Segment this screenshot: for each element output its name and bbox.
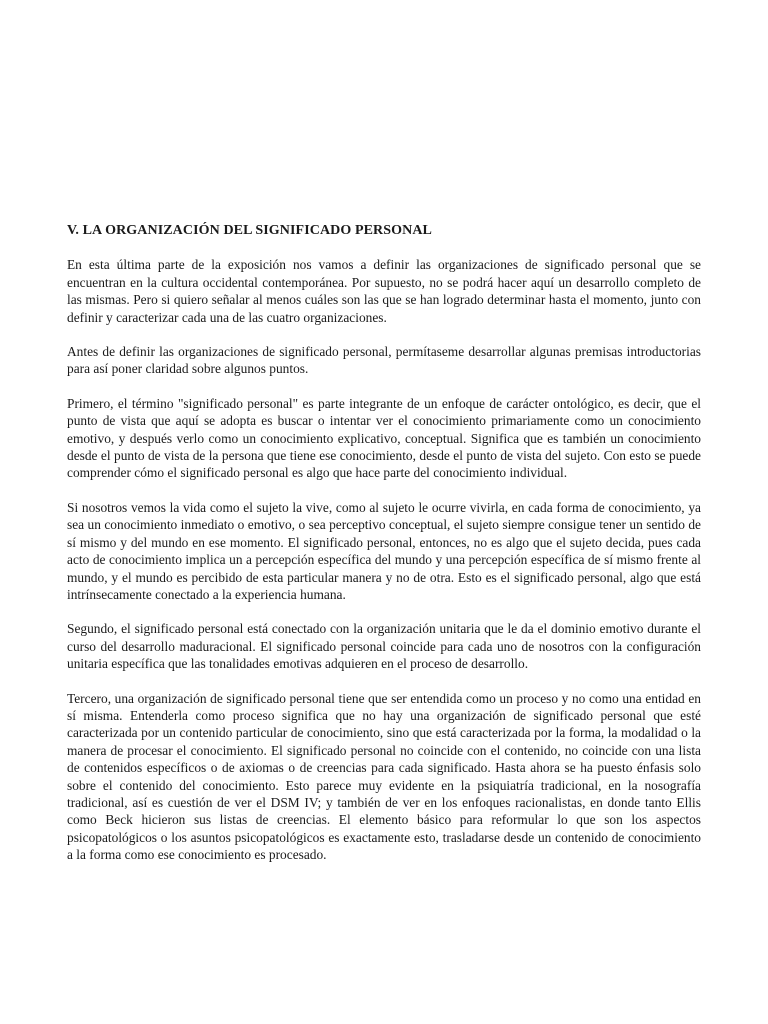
- paragraph-intro: En esta última parte de la exposición nos vamos a definir las organizaciones de significado personal que se encuentran en la cultura occidental contemporánea. Por supuesto, no se podrá hacer aquí un desarrollo completo de las mismas. Pero si quiero señalar al menos cuáles son las que se han logrado determinar hasta el momento, junto con definir y caracterizar cada una de las cuatro organizaciones.: [67, 257, 701, 325]
- document-body: [67, 222, 701, 881]
- paragraph-life-view: Si nosotros vemos la vida como el sujeto la vive, como al sujeto le ocurre vivirla, en cada forma de conocimiento, ya sea un conocimiento inmediato o emotivo, o sea perceptivo conceptual, el sujeto siempre consigue tener un sentido de sí mismo y del mundo en ese momento. El significado personal, entonces, no es algo que el sujeto decida, pues cada acto de conocimiento implica un a percepción específica del mundo y una percepción específica de sí mismo frente al mundo, y el mundo es percibido de esta particular manera y no de otra. Esto es el significado personal, algo que está intrínsecamente conectado a la experiencia humana.: [67, 499, 701, 602]
- section-heading: V. LA ORGANIZACIÓN DEL SIGNIFICADO PERSONAL: [67, 223, 432, 238]
- paragraph-third: Tercero, una organización de significado personal tiene que ser entendida como un proceso y no como una entidad en sí misma. Entenderla como proceso significa que no hay una organización de significado personal que esté caracterizada por un contenido particular de conocimiento, sino que está caracterizada por la forma, la modalidad o la manera de procesar el conocimiento. El significado personal no coincide con el contenido, no coincide con una lista de contenidos específicos o de axiomas o de creencias para cada significado. Hasta ahora se ha puesto énfasis solo sobre el contenido del conocimiento. Esto parece muy evidente en la psiquiatría tradicional, en la nosografía tradicional, así es cuestión de ver el DSM IV; y también de ver en los enfoques racionalistas, en donde tanto Ellis como Beck hicieron sus listas de creencias. El elemento básico para reformular lo que son los aspectos psicopatológicos o los asuntos psicopatológicos es exactamente esto, trasladarse desde un contenido de conocimiento a la forma como ese conocimiento es procesado.: [67, 690, 701, 863]
- paragraph-second: Segundo, el significado personal está conectado con la organización unitaria que le da el dominio emotivo durante el curso del desarrollo maduracional. El significado personal coincide para cada uno de nosotros con la configuración unitaria específica que las tonalidades emotivas adquieren en el proceso de desarrollo.: [67, 621, 701, 672]
- paragraph-first: Primero, el término "significado personal" es parte integrante de un enfoque de carácter ontológico, es decir, que el punto de vista que aquí se adopta es buscar o intentar ver el conocimiento primariamente como un conocimiento emotivo, y después verlo como un conocimiento explicativo, conceptual. Significa que es también un conocimiento desde el punto de vista de la persona que tiene ese conocimiento, desde el punto de vista del sujeto. Con esto se puede comprender cómo el significado personal es algo que hace parte del conocimiento individual.: [67, 395, 701, 481]
- paragraph-premises: Antes de definir las organizaciones de significado personal, permítaseme desarrollar algunas premisas introductorias para así poner claridad sobre algunos puntos.: [67, 344, 701, 377]
